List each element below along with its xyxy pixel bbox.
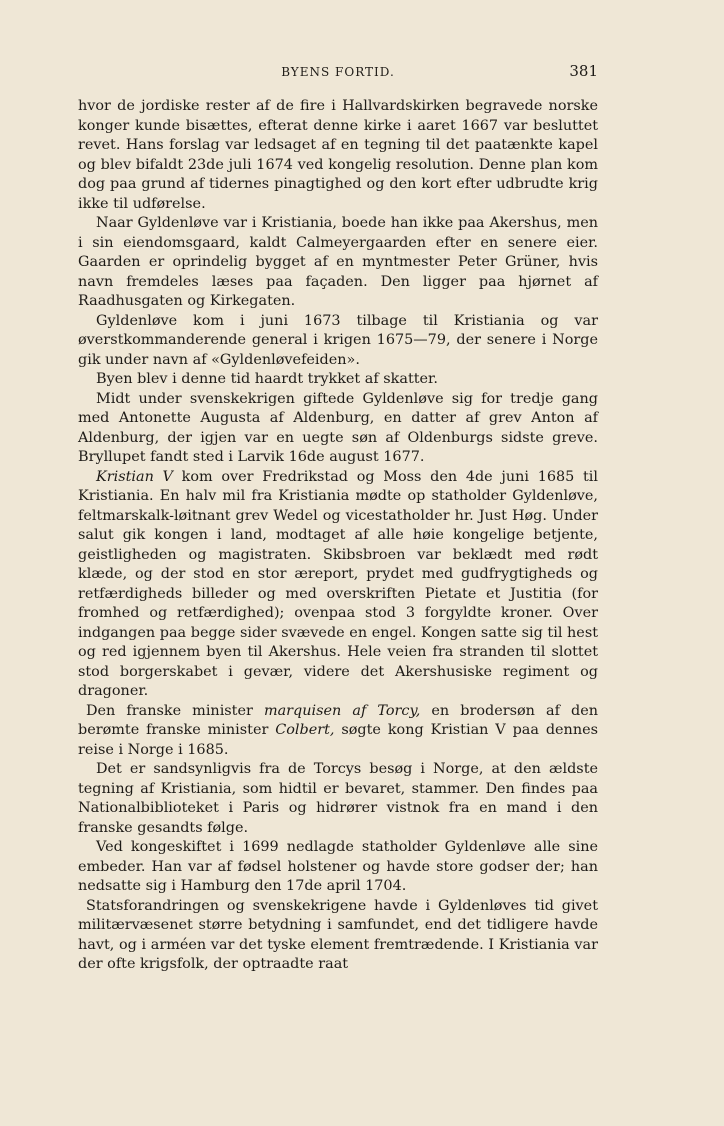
colbert-name: Colbert,: [275, 722, 335, 738]
paragraph-6: [78, 468, 598, 702]
paragraph-7: [78, 702, 598, 761]
paragraph-10: Statsforandringen og svenskekrigene havde i Gyldenløves tid givet militærvæsenet større betydning i samfundet, end det tidligere havde havt, og i arméen var det tyske element fremtrædende. I Kristiania var der ofte krigsfolk, der optraadte raat: [78, 897, 598, 972]
paragraph-6-text: kom over Fredrikstad og Moss den 4de juni 1685 til Kristiania. En halv mil fra Kristiania mødte op statholder Gyldenløve, feltmarskalk-løitnant grev Wedel og vicestatholder hr. Just Høg. Under salut gik kongen i land, modtaget af alle høie kongelige betjente, geistligheden og magistraten. Skibsbroen var beklædt med rødt klæde, og der stod en stor æreport, prydet med gudfrygtigheds og retfærdigheds billeder og med overskriften Pietate et Justitia (for fromhed og retfærdighed); ovenpaa stod 3 forgyldte kroner. Over indgangen paa begge sider svævede en engel. Kongen satte sig til hest og red igjennem byen til Akershus. Hele veien fra stranden til slottet stod borgerskabet i gevær, videre det Akershusiske regiment og dragoner.: [78, 468, 598, 699]
page-header: [78, 62, 598, 82]
paragraph-7-part-c: søgte kong Kristian V paa dennes reise i Norge i 1685.: [78, 722, 598, 758]
paragraph-9: Ved kongeskiftet i 1699 nedlagde statholder Gyldenløve alle sine embeder. Han var af fødsel holstener og havde store godser der; han nedsatte sig i Hamburg den 17de april 1704.: [78, 839, 598, 894]
paragraph-7-part-a: Den franske minister: [86, 702, 253, 719]
paragraph-7-part-b: en brodersøn af den berømte franske minister: [78, 702, 599, 738]
paragraph-2: Naar Gyldenløve var i Kristiania, boede han ikke paa Akershus, men i sin eiendomsgaard, kaldt Calmeyergaarden efter en senere eier. Gaarden er oprindelig bygget af en myntmester Peter Grüner, hvis navn fremdeles læses paa façaden. Den ligger paa hjørnet af Raadhusgaten og Kirkegaten.: [78, 215, 598, 309]
king-name: Kristian V: [96, 468, 173, 485]
running-title: BYENS FORTID.: [281, 65, 395, 79]
paragraph-3: Gyldenløve kom i juni 1673 tilbage til Kristiania og var øverstkommanderende general i krigen 1675—79, der senere i Norge gik under navn af «Gyldenløvefeiden».: [78, 312, 598, 368]
paragraph-8: Det er sandsynligvis fra de Torcys besøg i Norge, at den ældste tegning af Kristiania, som hidtil er bevaret, stammer. Den findes paa Nationalbiblioteket i Paris og hidrører vistnok fra en mand i den franske gesandts følge.: [78, 761, 598, 836]
paragraph-1: hvor de jordiske rester af de fire i Hallvardskirken begravede norske konger kunde bisættes, efterat denne kirke i aaret 1667 var besluttet revet. Hans forslag var ledsaget af en tegning til det paatænkte kapel og blev bifaldt 23de juli 1674 ved kongelig resolution. Denne plan kom dog paa grund af tidernes pinagtighed og den kort efter udbrudte krig ikke til udførelse.: [78, 98, 598, 212]
paragraph-5: Midt under svenskekrigen giftede Gyldenløve sig for tredje gang med Antonette Augusta af Aldenburg, en datter af grev Anton af Aldenburg, der igjen var en uegte søn af Oldenburgs sidste greve. Bryllupet fandt sted i Larvik 16de august 1677.: [78, 390, 598, 465]
paragraph-4: Byen blev i denne tid haardt trykket af skatter.: [96, 371, 438, 387]
body-text: [78, 97, 598, 975]
torcy-name: marquisen af Torcy,: [263, 702, 421, 719]
page-number: 381: [569, 62, 598, 80]
